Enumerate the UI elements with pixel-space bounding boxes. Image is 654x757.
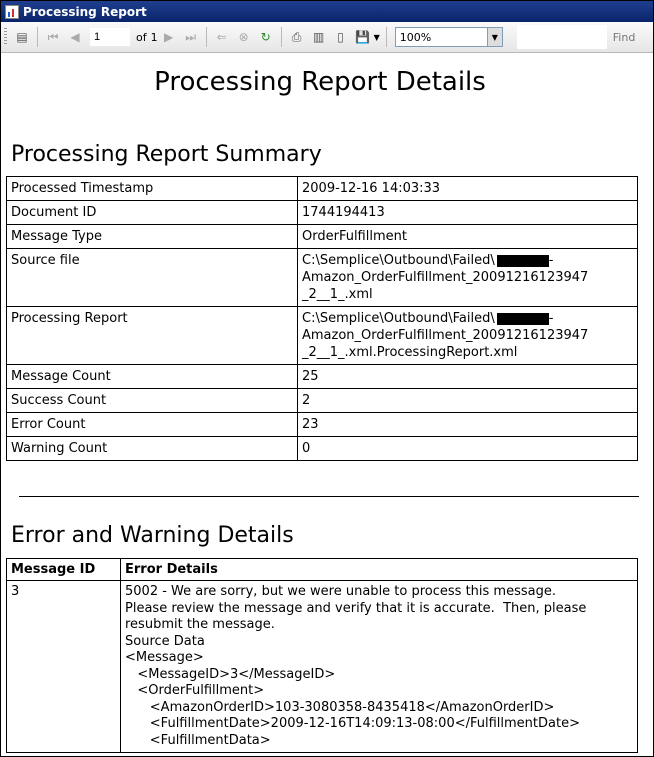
summary-table	[6, 176, 638, 461]
table-row	[7, 413, 638, 437]
next-page-icon[interactable]: ▶	[163, 30, 174, 44]
column-header-message-id: Message ID	[7, 559, 121, 581]
summary-value: 1744194413	[298, 201, 638, 225]
section-divider	[19, 496, 639, 497]
toolbar-separator	[37, 27, 38, 47]
toolbar-grip[interactable]	[4, 28, 7, 46]
refresh-icon[interactable]: ↻	[260, 30, 271, 44]
count-value: 0	[298, 437, 638, 461]
count-label: Error Count	[7, 413, 298, 437]
table-row	[7, 201, 638, 225]
error-line: <OrderFulfillment>	[125, 683, 265, 698]
toolbar-separator	[386, 27, 387, 47]
count-label: Message Count	[7, 365, 298, 389]
report-title: Processing Report Details	[154, 67, 486, 97]
error-line: Please review the message and verify that it is accurate. Then, please	[125, 600, 587, 616]
count-value: 23	[298, 413, 638, 437]
error-line: resubmit the message.	[125, 617, 275, 632]
print-layout-icon[interactable]: ▥	[312, 30, 325, 44]
source-file-value	[298, 249, 638, 307]
table-row	[7, 365, 638, 389]
count-label: Warning Count	[7, 437, 298, 461]
source-path-line2: Amazon_OrderFulfillment_20091216123947	[302, 270, 589, 285]
error-line: <FulfillmentData>	[125, 732, 271, 748]
redaction-block	[497, 313, 549, 325]
message-id-cell: 3	[7, 581, 121, 753]
report-path-line3: _2__1_.xml.ProcessingReport.xml	[302, 345, 518, 360]
find-input[interactable]	[517, 25, 607, 49]
summary-label: Processed Timestamp	[7, 177, 298, 201]
save-export-icon[interactable]: 💾	[355, 30, 371, 44]
page-of-label: of	[136, 30, 147, 44]
report-toolbar	[1, 22, 653, 53]
summary-value: 2009-12-16 14:03:33	[298, 177, 638, 201]
summary-title: Processing Report Summary	[11, 142, 322, 167]
processing-report-value	[298, 307, 638, 365]
report-path-line2: Amazon_OrderFulfillment_20091216123947	[302, 328, 589, 343]
error-details-cell	[121, 581, 638, 753]
source-path-line1: C:\Semplice\Outbound\Failed\	[302, 253, 495, 268]
column-header-error-details: Error Details	[121, 559, 638, 581]
count-label: Success Count	[7, 389, 298, 413]
total-pages-label: 1	[150, 30, 158, 44]
redaction-block	[497, 255, 549, 267]
toolbar-separator	[206, 27, 207, 47]
errors-table	[6, 558, 638, 753]
page-setup-icon[interactable]: ▯	[337, 30, 344, 44]
stop-icon[interactable]: ⊗	[238, 30, 249, 44]
window-title: Processing Report	[23, 4, 147, 19]
table-row	[7, 249, 638, 307]
summary-label: Document ID	[7, 201, 298, 225]
find-button[interactable]: Find	[612, 30, 636, 44]
back-icon[interactable]: ⇐	[216, 30, 227, 44]
source-path-line3: _2__1_.xml	[302, 287, 373, 302]
document-map-icon[interactable]: ▤	[16, 30, 28, 44]
table-row	[7, 225, 638, 249]
print-icon[interactable]: ⎙	[291, 29, 302, 44]
table-row	[7, 177, 638, 201]
table-row	[7, 437, 638, 461]
report-content	[1, 53, 653, 756]
report-path-line1: C:\Semplice\Outbound\Failed\	[302, 311, 495, 326]
error-line: <FulfillmentDate>2009-12-16T14:09:13-08:00</FulfillmentDate>	[125, 716, 580, 731]
toolbar-separator	[281, 27, 282, 47]
report-path-suffix: -	[548, 311, 554, 326]
table-row	[7, 581, 638, 753]
summary-label: Processing Report	[7, 307, 298, 365]
last-page-icon[interactable]: ⏭	[185, 29, 197, 44]
summary-value: OrderFulfillment	[298, 225, 638, 249]
previous-page-icon[interactable]: ◀	[70, 30, 80, 44]
error-line: <MessageID>3</MessageID>	[125, 666, 336, 682]
error-line: 5002 - We are sorry, but we were unable to process this message.	[125, 584, 556, 599]
chevron-down-icon[interactable]: ▼	[487, 28, 502, 46]
summary-label: Source file	[7, 249, 298, 307]
error-line: <Message>	[125, 650, 204, 665]
report-app-icon	[5, 5, 19, 19]
table-header-row	[7, 559, 638, 581]
error-line: <AmazonOrderID>103-3080358-8435418</AmazonOrderID>	[125, 699, 555, 715]
zoom-select[interactable]	[395, 27, 503, 47]
table-row	[7, 307, 638, 365]
current-page-input[interactable]	[90, 28, 130, 46]
summary-label: Message Type	[7, 225, 298, 249]
source-path-suffix: -	[548, 253, 554, 268]
error-line: Source Data	[125, 633, 205, 649]
count-value: 25	[298, 365, 638, 389]
count-value: 2	[298, 389, 638, 413]
title-bar[interactable]	[1, 1, 653, 22]
first-page-icon[interactable]: ⏮	[47, 29, 59, 44]
export-dropdown-icon[interactable]: ▼	[373, 32, 380, 42]
table-row	[7, 389, 638, 413]
errors-title: Error and Warning Details	[11, 523, 294, 548]
zoom-value: 100%	[399, 30, 432, 44]
